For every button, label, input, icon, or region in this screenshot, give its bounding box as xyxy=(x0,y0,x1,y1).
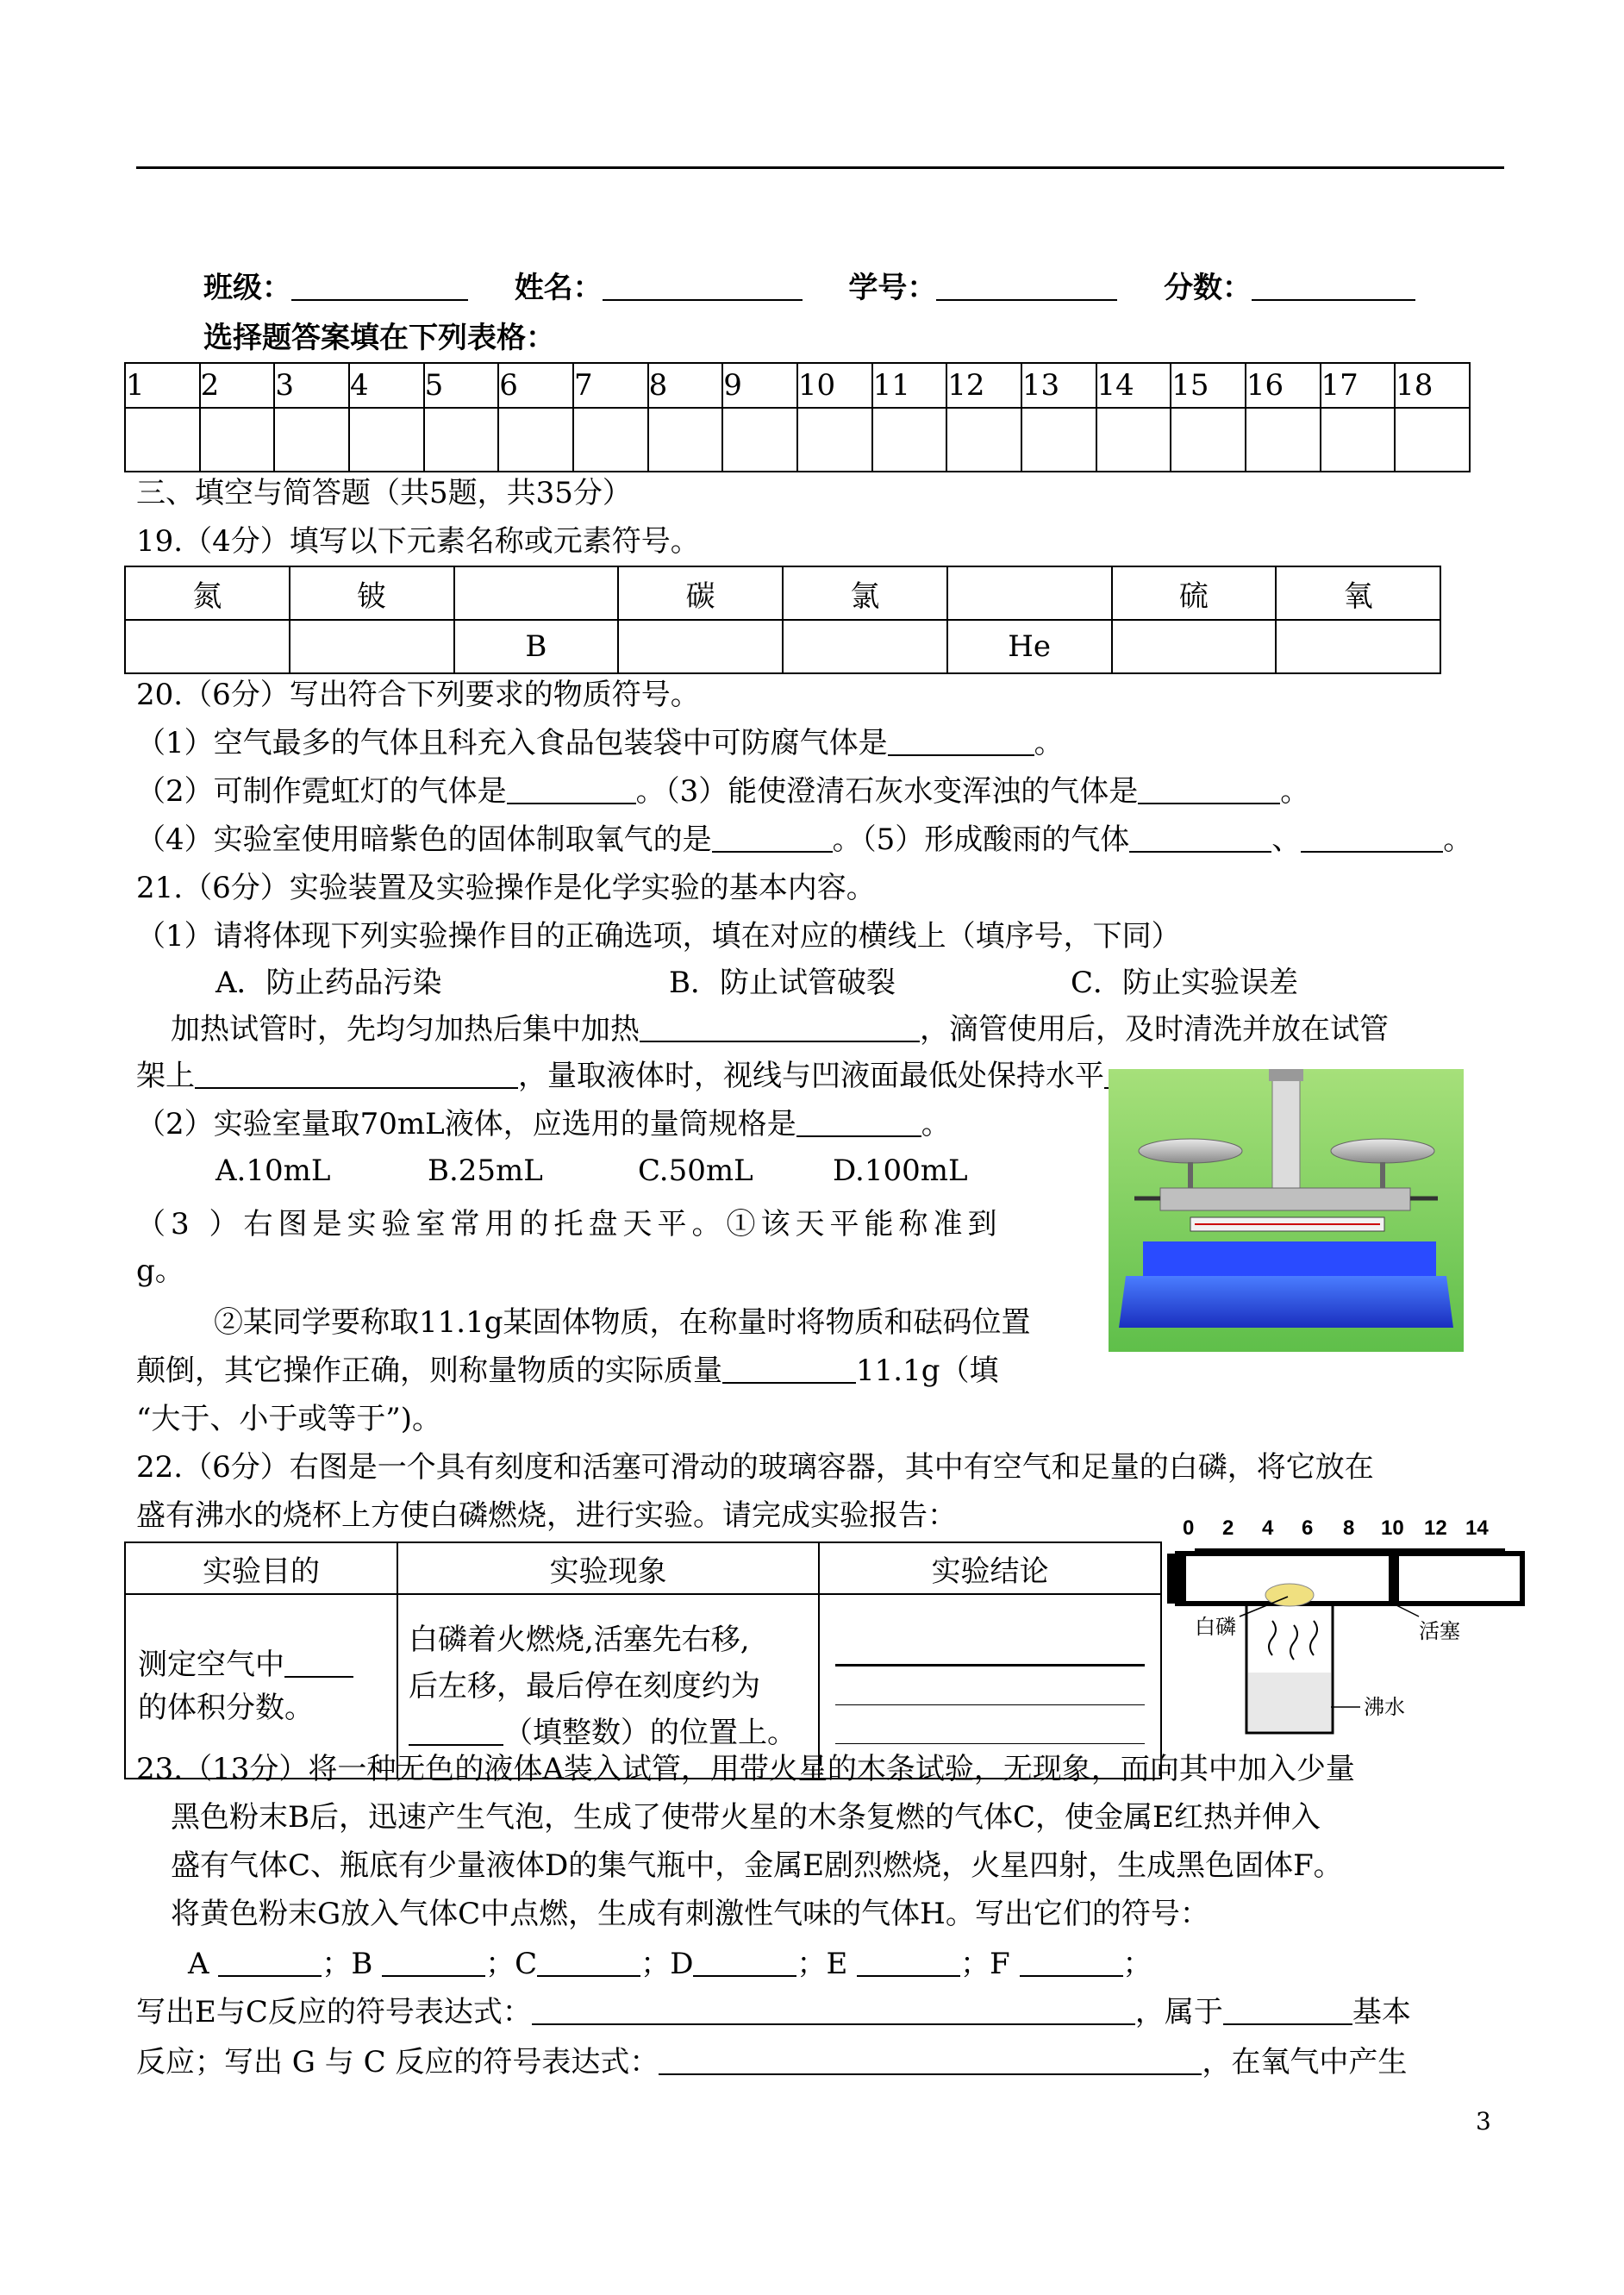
balance-pillar xyxy=(1272,1078,1300,1198)
element-symbol-7[interactable] xyxy=(1112,620,1277,673)
answer-cell-3[interactable] xyxy=(274,408,349,472)
answer-number-7: 7 xyxy=(573,363,648,408)
q20-line3: （4）实验室使用暗紫色的固体制取氧气的是 。（5）形成酸雨的气体 、 。 xyxy=(136,822,1473,857)
scale-label-14: 14 xyxy=(1465,1516,1489,1540)
q20-blank4[interactable] xyxy=(712,822,833,853)
answer-table xyxy=(124,362,1471,472)
q22-line1: 22.（6分）右图是一个具有刻度和活塞可滑动的玻璃容器，其中有空气和足量的白磷，将它放在 xyxy=(136,1450,1374,1485)
answer-cell-2[interactable] xyxy=(200,408,275,472)
answer-number-17: 17 xyxy=(1321,363,1396,408)
name-label: 姓名： xyxy=(514,271,603,305)
element-symbol-6: He xyxy=(947,620,1112,673)
balance-pan-left xyxy=(1139,1139,1242,1163)
scale-label-8: 8 xyxy=(1343,1516,1355,1540)
q23-blank-a[interactable] xyxy=(218,1946,322,1977)
balance-figure xyxy=(1109,1069,1464,1352)
element-symbol-5[interactable] xyxy=(783,620,947,673)
id-blank[interactable] xyxy=(936,270,1117,301)
q20-blank3[interactable] xyxy=(1138,773,1280,804)
element-symbol-8[interactable] xyxy=(1276,620,1440,673)
answer-number-13: 13 xyxy=(1021,363,1096,408)
q21-p2-opt-c: C.50mL xyxy=(638,1154,753,1188)
report-header-observation: 实验现象 xyxy=(397,1542,819,1594)
q21-p2: （2）实验室量取70mL液体，应选用的量筒规格是 。 xyxy=(136,1107,951,1141)
label-phosphorus: 白磷 xyxy=(1195,1615,1236,1639)
q20-line1: （1）空气最多的气体且科充入食品包装袋中可防腐气体是 。 xyxy=(136,726,1064,760)
answer-number-11: 11 xyxy=(872,363,947,408)
balance-base-top xyxy=(1143,1241,1436,1276)
q19-text: 19.（4分）填写以下元素名称或元素符号。 xyxy=(136,524,700,559)
q20-blank1[interactable] xyxy=(888,725,1034,756)
scale-label-12: 12 xyxy=(1424,1516,1447,1540)
answer-cell-13[interactable] xyxy=(1021,408,1096,472)
answer-number-9: 9 xyxy=(722,363,797,408)
answer-number-2: 2 xyxy=(200,363,275,408)
q20-blank2[interactable] xyxy=(507,773,636,804)
report-observation-cell: 白磷着火燃烧,活塞先右移, 后左移，最后停在刻度约为 （填整数）的位置上。 xyxy=(397,1594,819,1779)
scale-label-10: 10 xyxy=(1381,1516,1404,1540)
element-name-4: 碳 xyxy=(618,566,783,620)
answer-number-5: 5 xyxy=(424,363,499,408)
section-title: 三、填空与简答题（共5题，共35分） xyxy=(136,476,632,510)
balance-top xyxy=(1269,1069,1303,1081)
report-header-conclusion: 实验结论 xyxy=(819,1542,1161,1594)
answer-number-8: 8 xyxy=(648,363,723,408)
q23-blank-d[interactable] xyxy=(693,1946,796,1977)
answer-number-10: 10 xyxy=(797,363,872,408)
q23-blank-gc[interactable] xyxy=(659,2044,1202,2075)
piston-figure xyxy=(1160,1500,1540,1750)
balance-base xyxy=(1119,1276,1453,1328)
element-symbol-4[interactable] xyxy=(618,620,783,673)
scale-label-2: 2 xyxy=(1222,1516,1234,1540)
q23-blank-type[interactable] xyxy=(1223,1994,1352,2025)
q21-blank5[interactable] xyxy=(722,1353,856,1384)
piston-plate xyxy=(1389,1554,1399,1604)
header-rule xyxy=(136,166,1504,169)
q23-line6: 写出E与C反应的符号表达式： ，属于 基本 xyxy=(136,1995,1411,2029)
answer-cell-17[interactable] xyxy=(1321,408,1396,472)
element-symbol-2[interactable] xyxy=(290,620,454,673)
q21-text: 21.（6分）实验装置及实验操作是化学实验的基本内容。 xyxy=(136,871,876,905)
report-header-purpose: 实验目的 xyxy=(125,1542,397,1594)
page-number: 3 xyxy=(1476,2107,1491,2136)
answer-cell-4[interactable] xyxy=(349,408,424,472)
answer-cell-15[interactable] xyxy=(1171,408,1246,472)
element-name-8: 氧 xyxy=(1276,566,1440,620)
q20-blank5[interactable] xyxy=(1129,822,1271,853)
q23-line4: 将黄色粉末G放入气体C中点燃，生成有刺激性气味的气体H。写出它们的符号： xyxy=(171,1897,1209,1931)
report-conclusion-blank2[interactable] xyxy=(835,1667,1145,1705)
answer-number-1: 1 xyxy=(125,363,200,408)
answer-cell-12[interactable] xyxy=(946,408,1021,472)
answer-number-3: 3 xyxy=(274,363,349,408)
answer-cell-16[interactable] xyxy=(1246,408,1321,472)
name-blank[interactable] xyxy=(603,270,803,301)
q21-option-b: B．防止试管破裂 xyxy=(669,966,896,1000)
element-name-7: 硫 xyxy=(1112,566,1277,620)
answer-cell-6[interactable] xyxy=(498,408,573,472)
element-name-6[interactable] xyxy=(947,566,1112,620)
q21-p2-opt-b: B.25mL xyxy=(428,1154,543,1188)
scale-label-4: 4 xyxy=(1262,1516,1274,1540)
answer-cell-5[interactable] xyxy=(424,408,499,472)
report-purpose-cell: 测定空气中 的体积分数。 xyxy=(125,1594,397,1779)
q21-p3f: “大于、小于或等于”)。 xyxy=(136,1402,442,1436)
answer-number-6: 6 xyxy=(498,363,573,408)
glass-tube xyxy=(1177,1554,1522,1604)
answer-cell-7[interactable] xyxy=(573,408,648,472)
class-blank[interactable] xyxy=(291,270,468,301)
answer-cell-11[interactable] xyxy=(872,408,947,472)
q23-line1: 23.（13分）将一种无色的液体A装入试管，用带火星的木条试验，无现象，而向其中加入少量 xyxy=(136,1752,1355,1786)
q20-text: 20.（6分）写出符合下列要求的物质符号。 xyxy=(136,678,700,712)
q21-p3d-line: 颠倒，其它操作正确，则称量物质的实际质量 11.1g（填 xyxy=(136,1354,999,1388)
balance-pan-right xyxy=(1331,1139,1434,1163)
answer-note: 选择题答案填在下列表格： xyxy=(203,321,555,355)
q23-blank-b[interactable] xyxy=(382,1946,485,1977)
label-piston: 活塞 xyxy=(1419,1619,1460,1643)
q21-option-a: A．防止药品污染 xyxy=(215,966,442,1000)
q23-symbols-line: A ；B ；C ；D ；E ；F ； xyxy=(188,1947,1152,1981)
report-table xyxy=(124,1541,1162,1779)
answer-number-18: 18 xyxy=(1395,363,1470,408)
q23-line2: 黑色粉末B后，迅速产生气泡，生成了使带火星的木条复燃的气体C，使金属E红热并伸入 xyxy=(171,1800,1321,1835)
answer-cell-18[interactable] xyxy=(1395,408,1470,472)
score-blank[interactable] xyxy=(1252,270,1415,301)
steam-2 xyxy=(1290,1625,1297,1660)
q21-p1: （1）请将体现下列实验操作目的正确选项，填在对应的横线上（填序号，下同） xyxy=(136,919,1181,954)
balance-beam xyxy=(1160,1188,1410,1210)
element-name-3[interactable] xyxy=(454,566,619,620)
q23-blank-c[interactable] xyxy=(537,1946,640,1977)
answer-cell-8[interactable] xyxy=(648,408,723,472)
q21-option-c: C．防止实验误差 xyxy=(1071,966,1299,1000)
label-water: 沸水 xyxy=(1364,1695,1405,1719)
q21-blank2[interactable] xyxy=(195,1058,518,1089)
q23-line3: 盛有气体C、瓶底有少量液体D的集气瓶中，金属E剧烈燃烧，火星四射，生成黑色固体F。 xyxy=(171,1848,1343,1883)
report-observation-blank[interactable] xyxy=(409,1715,503,1746)
element-name-1: 氮 xyxy=(125,566,290,620)
answer-cell-1[interactable] xyxy=(125,408,200,472)
q20-blank6[interactable] xyxy=(1301,822,1443,853)
scale-label-6: 6 xyxy=(1302,1516,1314,1540)
q23-blank-f[interactable] xyxy=(1020,1946,1123,1977)
report-conclusion-blank3[interactable] xyxy=(835,1705,1145,1744)
score-label: 分数： xyxy=(1164,271,1252,305)
answer-number-4: 4 xyxy=(349,363,424,408)
answer-cell-10[interactable] xyxy=(797,408,872,472)
q23-blank-ec[interactable] xyxy=(532,1994,1135,2025)
q22-line2: 盛有沸水的烧杯上方使白磷燃烧，进行实验。请完成实验报告： xyxy=(136,1498,957,1533)
element-table xyxy=(124,566,1441,674)
answer-cell-14[interactable] xyxy=(1096,408,1171,472)
tube-stopper xyxy=(1167,1554,1186,1604)
q21-p3c: ②某同学要称取11.1g某固体物质，在称量时将物质和砝码位置 xyxy=(214,1305,1031,1340)
q23-line7: 反应；写出 G 与 C 反应的符号表达式： ，在氧气中产生 xyxy=(136,2045,1408,2079)
class-label: 班级： xyxy=(203,271,291,305)
report-purpose-blank[interactable] xyxy=(284,1647,353,1678)
q21-p2-opt-a: A.10mL xyxy=(215,1154,331,1188)
q21-p2-opt-d: D.100mL xyxy=(833,1154,968,1188)
id-label: 学号： xyxy=(848,271,937,305)
q21-p3a: （3 ）右图是实验室常用的托盘天平。①该天平能称准到 xyxy=(136,1207,1003,1241)
element-symbol-1[interactable] xyxy=(125,620,290,673)
element-name-2: 铍 xyxy=(290,566,454,620)
element-name-5: 氯 xyxy=(783,566,947,620)
student-info-line xyxy=(203,269,1415,307)
answer-number-15: 15 xyxy=(1171,363,1246,408)
q20-line2: （2）可制作霓虹灯的气体是 。（3）能使澄清石灰水变浑浊的气体是 。 xyxy=(136,774,1310,809)
report-conclusion-blank1[interactable] xyxy=(835,1629,1145,1667)
steam-3 xyxy=(1310,1621,1317,1655)
q21-p3b: g。 xyxy=(136,1254,184,1288)
answer-number-12: 12 xyxy=(946,363,1021,408)
answer-number-16: 16 xyxy=(1246,363,1321,408)
steam-1 xyxy=(1269,1621,1276,1655)
q23-blank-e[interactable] xyxy=(857,1946,960,1977)
q21-blank1[interactable] xyxy=(640,1011,920,1042)
scale-label-0: 0 xyxy=(1183,1516,1195,1540)
answer-cell-9[interactable] xyxy=(722,408,797,472)
q21-line4: 加热试管时，先均匀加热后集中加热 ，滴管使用后，及时清洗并放在试管 xyxy=(171,1012,1389,1047)
q21-line5: 架上 ，量取液体时，视线与凹液面最低处保持水平 xyxy=(136,1057,1427,1095)
q21-blank4[interactable] xyxy=(796,1106,921,1137)
element-symbol-3: B xyxy=(454,620,619,673)
boiling-water xyxy=(1248,1673,1331,1731)
answer-number-14: 14 xyxy=(1096,363,1171,408)
